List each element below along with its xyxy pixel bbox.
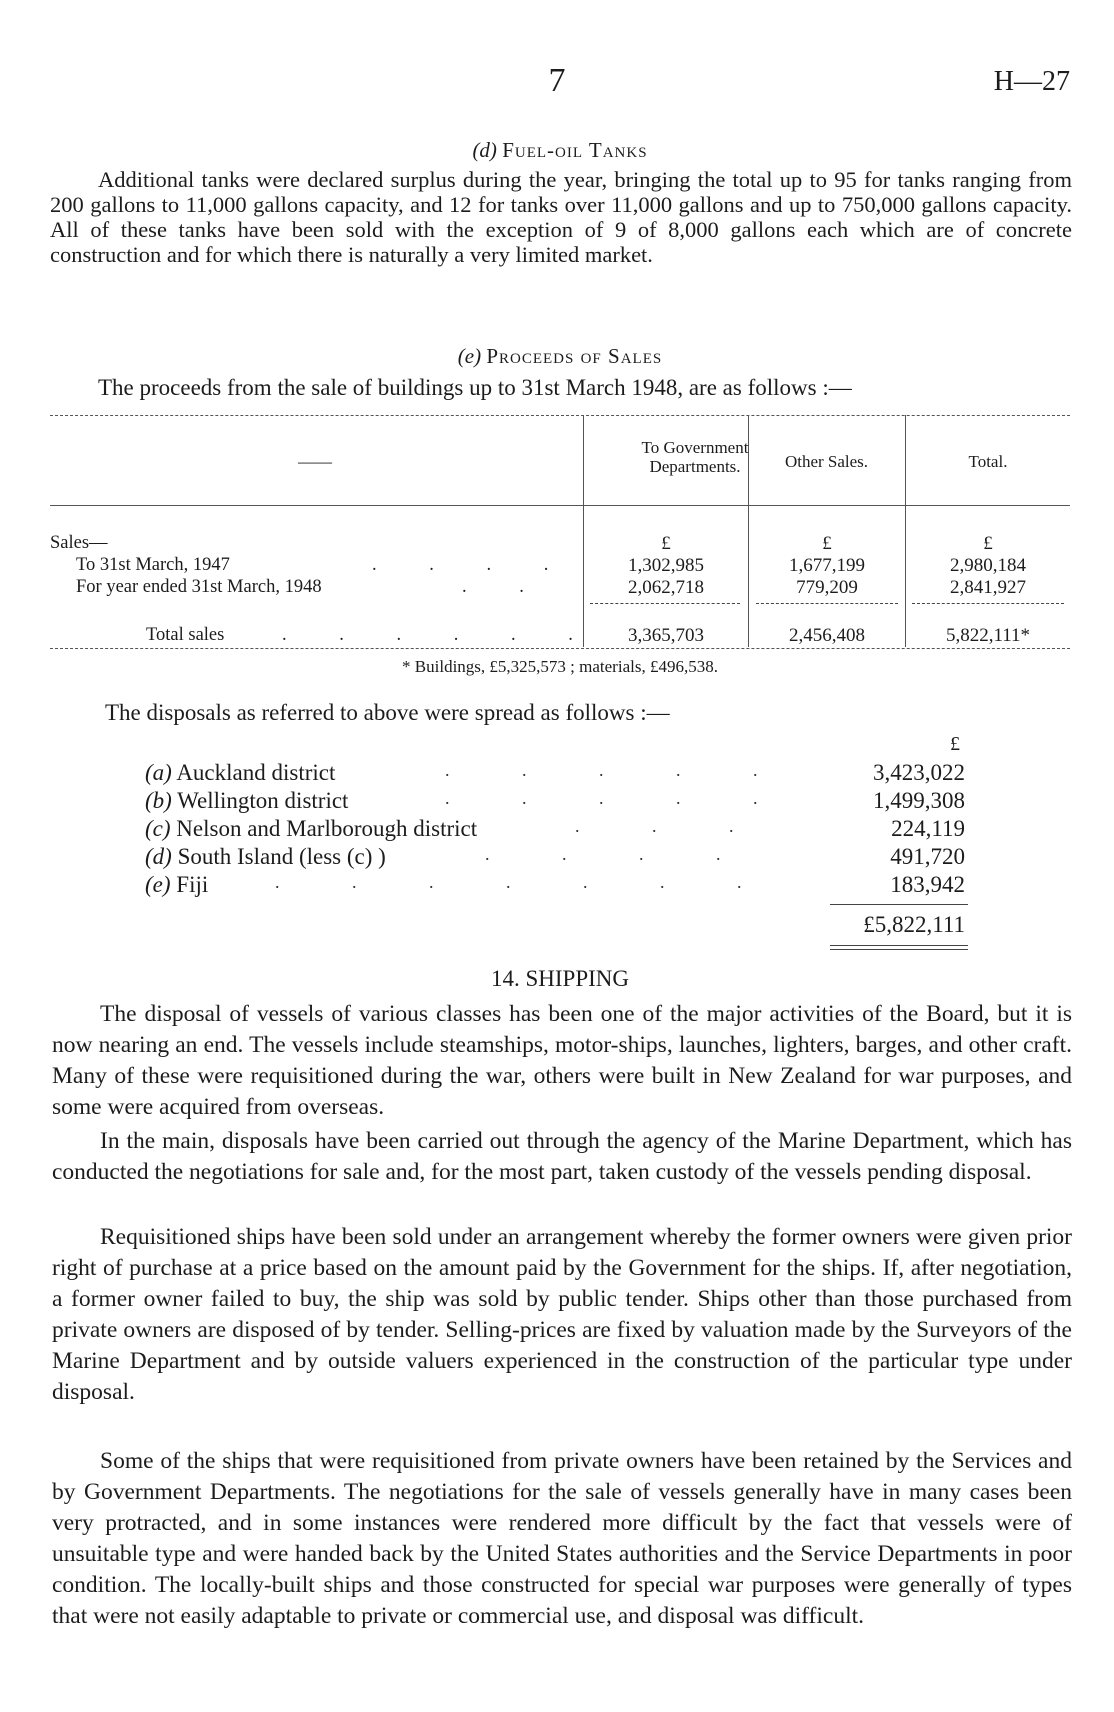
subtotal-rule-total bbox=[912, 603, 1064, 604]
list-item bbox=[145, 788, 965, 818]
disposal-amount: 183,942 bbox=[890, 872, 965, 897]
proceeds-intro: The proceeds from the sale of buildings up to 31st March 1948, are as follows :— bbox=[98, 375, 852, 400]
disposal-key: (a) bbox=[145, 760, 172, 785]
shipping-paragraph-3: Requisitioned ships have been sold under an arrangement whereby the former owners were given prior right of purchase at a price based on the amount paid by the Government for the ships. If, after negotiation, a former owner failed to buy, the ship was sold by public tender. Ships other than those purchased from private owners are disposed of by tender. Selling-prices are fixed by valuation made by the Surveyors of the Marine Department and by outside valuers experienced in the construction of the particular type under disposal. bbox=[52, 1224, 1072, 1405]
table-top-rule bbox=[50, 415, 1070, 416]
proceeds-heading-text: Proceeds of Sales bbox=[486, 344, 663, 368]
row-1947-gov: 1,302,985 bbox=[628, 555, 704, 576]
document-reference: H—27 bbox=[993, 66, 1070, 97]
row-1947-total: 2,980,184 bbox=[950, 555, 1026, 576]
total-sales-other: 2,456,408 bbox=[789, 625, 865, 646]
shipping-paragraph-4: Some of the ships that were requisitioned from private owners have been retained by the Services and by Government Departments. The negotiations for the sale of vessels generally have in many cases been very protracted, and in some instances were rendered more difficult by the fact that vessels were of unsuitable type and were handed back by the United States authorities and the Service Departments in poor condition. The locally-built ships and those constructed for special war purposes were generally of types that were not easily adaptable to private or commercial use, and disposal was difficult. bbox=[52, 1448, 1072, 1629]
row-dots-1947: . . . . bbox=[372, 555, 573, 575]
disposal-key: (c) bbox=[145, 816, 171, 841]
fuel-oil-heading-prefix: (d) bbox=[472, 138, 497, 162]
disposal-dots: . . . . bbox=[485, 844, 755, 864]
proceeds-heading bbox=[60, 344, 1060, 369]
disposal-label: Auckland district bbox=[176, 760, 336, 785]
disposal-dots: . . . . . . . bbox=[275, 872, 776, 892]
currency-total: £ bbox=[983, 533, 993, 554]
row-1947-other: 1,677,199 bbox=[789, 555, 865, 576]
col-header-government: To Government Departments. bbox=[641, 438, 749, 476]
list-item bbox=[145, 844, 965, 874]
list-item bbox=[145, 816, 965, 846]
subtotal-rule-other bbox=[756, 603, 898, 604]
column-divider-1 bbox=[583, 415, 584, 647]
subtotal-rule-gov bbox=[590, 603, 740, 604]
disposal-key: (b) bbox=[145, 788, 172, 813]
col-header-other: Other Sales. bbox=[784, 452, 869, 471]
total-sales-total: 5,822,111* bbox=[945, 625, 1031, 646]
row-1948-other: 779,209 bbox=[796, 577, 858, 598]
row-label-1947: To 31st March, 1947 bbox=[76, 555, 230, 575]
col-header-total: Total. bbox=[968, 452, 1008, 471]
disposal-label: Wellington district bbox=[177, 788, 349, 813]
total-sales-dots: . . . . . . bbox=[282, 625, 597, 645]
table-bottom-rule bbox=[50, 648, 1070, 649]
disposal-amount: 491,720 bbox=[890, 844, 965, 869]
currency-other: £ bbox=[822, 533, 832, 554]
disposal-amount: 3,423,022 bbox=[873, 760, 965, 785]
row-label-1948: For year ended 31st March, 1948 bbox=[76, 577, 322, 597]
page-number: 7 bbox=[548, 62, 566, 99]
disposals-currency: £ bbox=[950, 733, 960, 755]
table-footnote: * Buildings, £5,325,573 ; materials, £496,538. bbox=[402, 657, 718, 676]
proceeds-heading-prefix: (e) bbox=[457, 344, 482, 368]
disposal-dots: . . . . . bbox=[445, 760, 792, 780]
shipping-paragraph-1: The disposal of vessels of various classes has been one of the major activities of the Board, but it is now nearing an end. The vessels include steamships, motor-ships, launches, lighters, barges, and other craft. Many of these were requisitioned during the war, others were built in New Zealand for war purposes, and some were acquired from overseas. bbox=[52, 1001, 1072, 1120]
row-1948-gov: 2,062,718 bbox=[628, 577, 704, 598]
disposal-dots: . . . bbox=[575, 816, 768, 836]
disposal-dots: . . . . . bbox=[445, 788, 792, 808]
row-dots-1948: . . bbox=[462, 577, 548, 597]
shipping-paragraph-2: In the main, disposals have been carried out through the agency of the Marine Department, which has conducted the negotiations for sale and, for the most part, taken custody of the vessels pending disposal. bbox=[52, 1128, 1072, 1185]
disposal-label: South Island (less (c) ) bbox=[177, 844, 386, 869]
disposal-key: (d) bbox=[145, 844, 172, 869]
currency-gov: £ bbox=[661, 533, 671, 554]
disposal-amount: 1,499,308 bbox=[873, 788, 965, 813]
total-sales-label: Total sales bbox=[146, 625, 225, 645]
shipping-heading: 14. SHIPPING bbox=[490, 966, 630, 991]
disposal-amount: 224,119 bbox=[891, 816, 965, 841]
disposal-label: Nelson and Marlborough district bbox=[176, 816, 478, 841]
total-sales-gov: 3,365,703 bbox=[628, 625, 704, 646]
sales-group-label: Sales— bbox=[50, 533, 108, 553]
list-item bbox=[145, 872, 965, 902]
disposals-double-rule-1 bbox=[830, 945, 968, 946]
list-item bbox=[145, 760, 965, 790]
fuel-oil-heading-text: Fuel-oil Tanks bbox=[502, 138, 648, 162]
col-header-blank: —— bbox=[298, 452, 332, 471]
disposal-key: (e) bbox=[145, 872, 171, 897]
disposals-double-rule-2 bbox=[830, 949, 968, 950]
disposals-sum-rule bbox=[830, 904, 968, 905]
row-1948-total: 2,841,927 bbox=[950, 577, 1026, 598]
table-header-rule bbox=[50, 505, 1070, 506]
fuel-oil-heading bbox=[60, 138, 1060, 163]
disposals-total: £5,822,111 bbox=[863, 912, 965, 937]
fuel-oil-paragraph: Additional tanks were declared surplus during the year, bringing the total up to 95 for tanks ranging from 200 gallons to 11,000 gallons capacity, and 12 for tanks over 11,000 gallons and up to 750,000 gallons capacity. All of these tanks have been sold with the exception of 9 of 8,000 gallons each which are of concrete construction and for which there is naturally a very limited market. bbox=[50, 167, 1072, 267]
disposals-intro: The disposals as referred to above were spread as follows :— bbox=[105, 700, 670, 725]
disposal-label: Fiji bbox=[176, 872, 209, 897]
column-divider-3 bbox=[905, 415, 906, 647]
